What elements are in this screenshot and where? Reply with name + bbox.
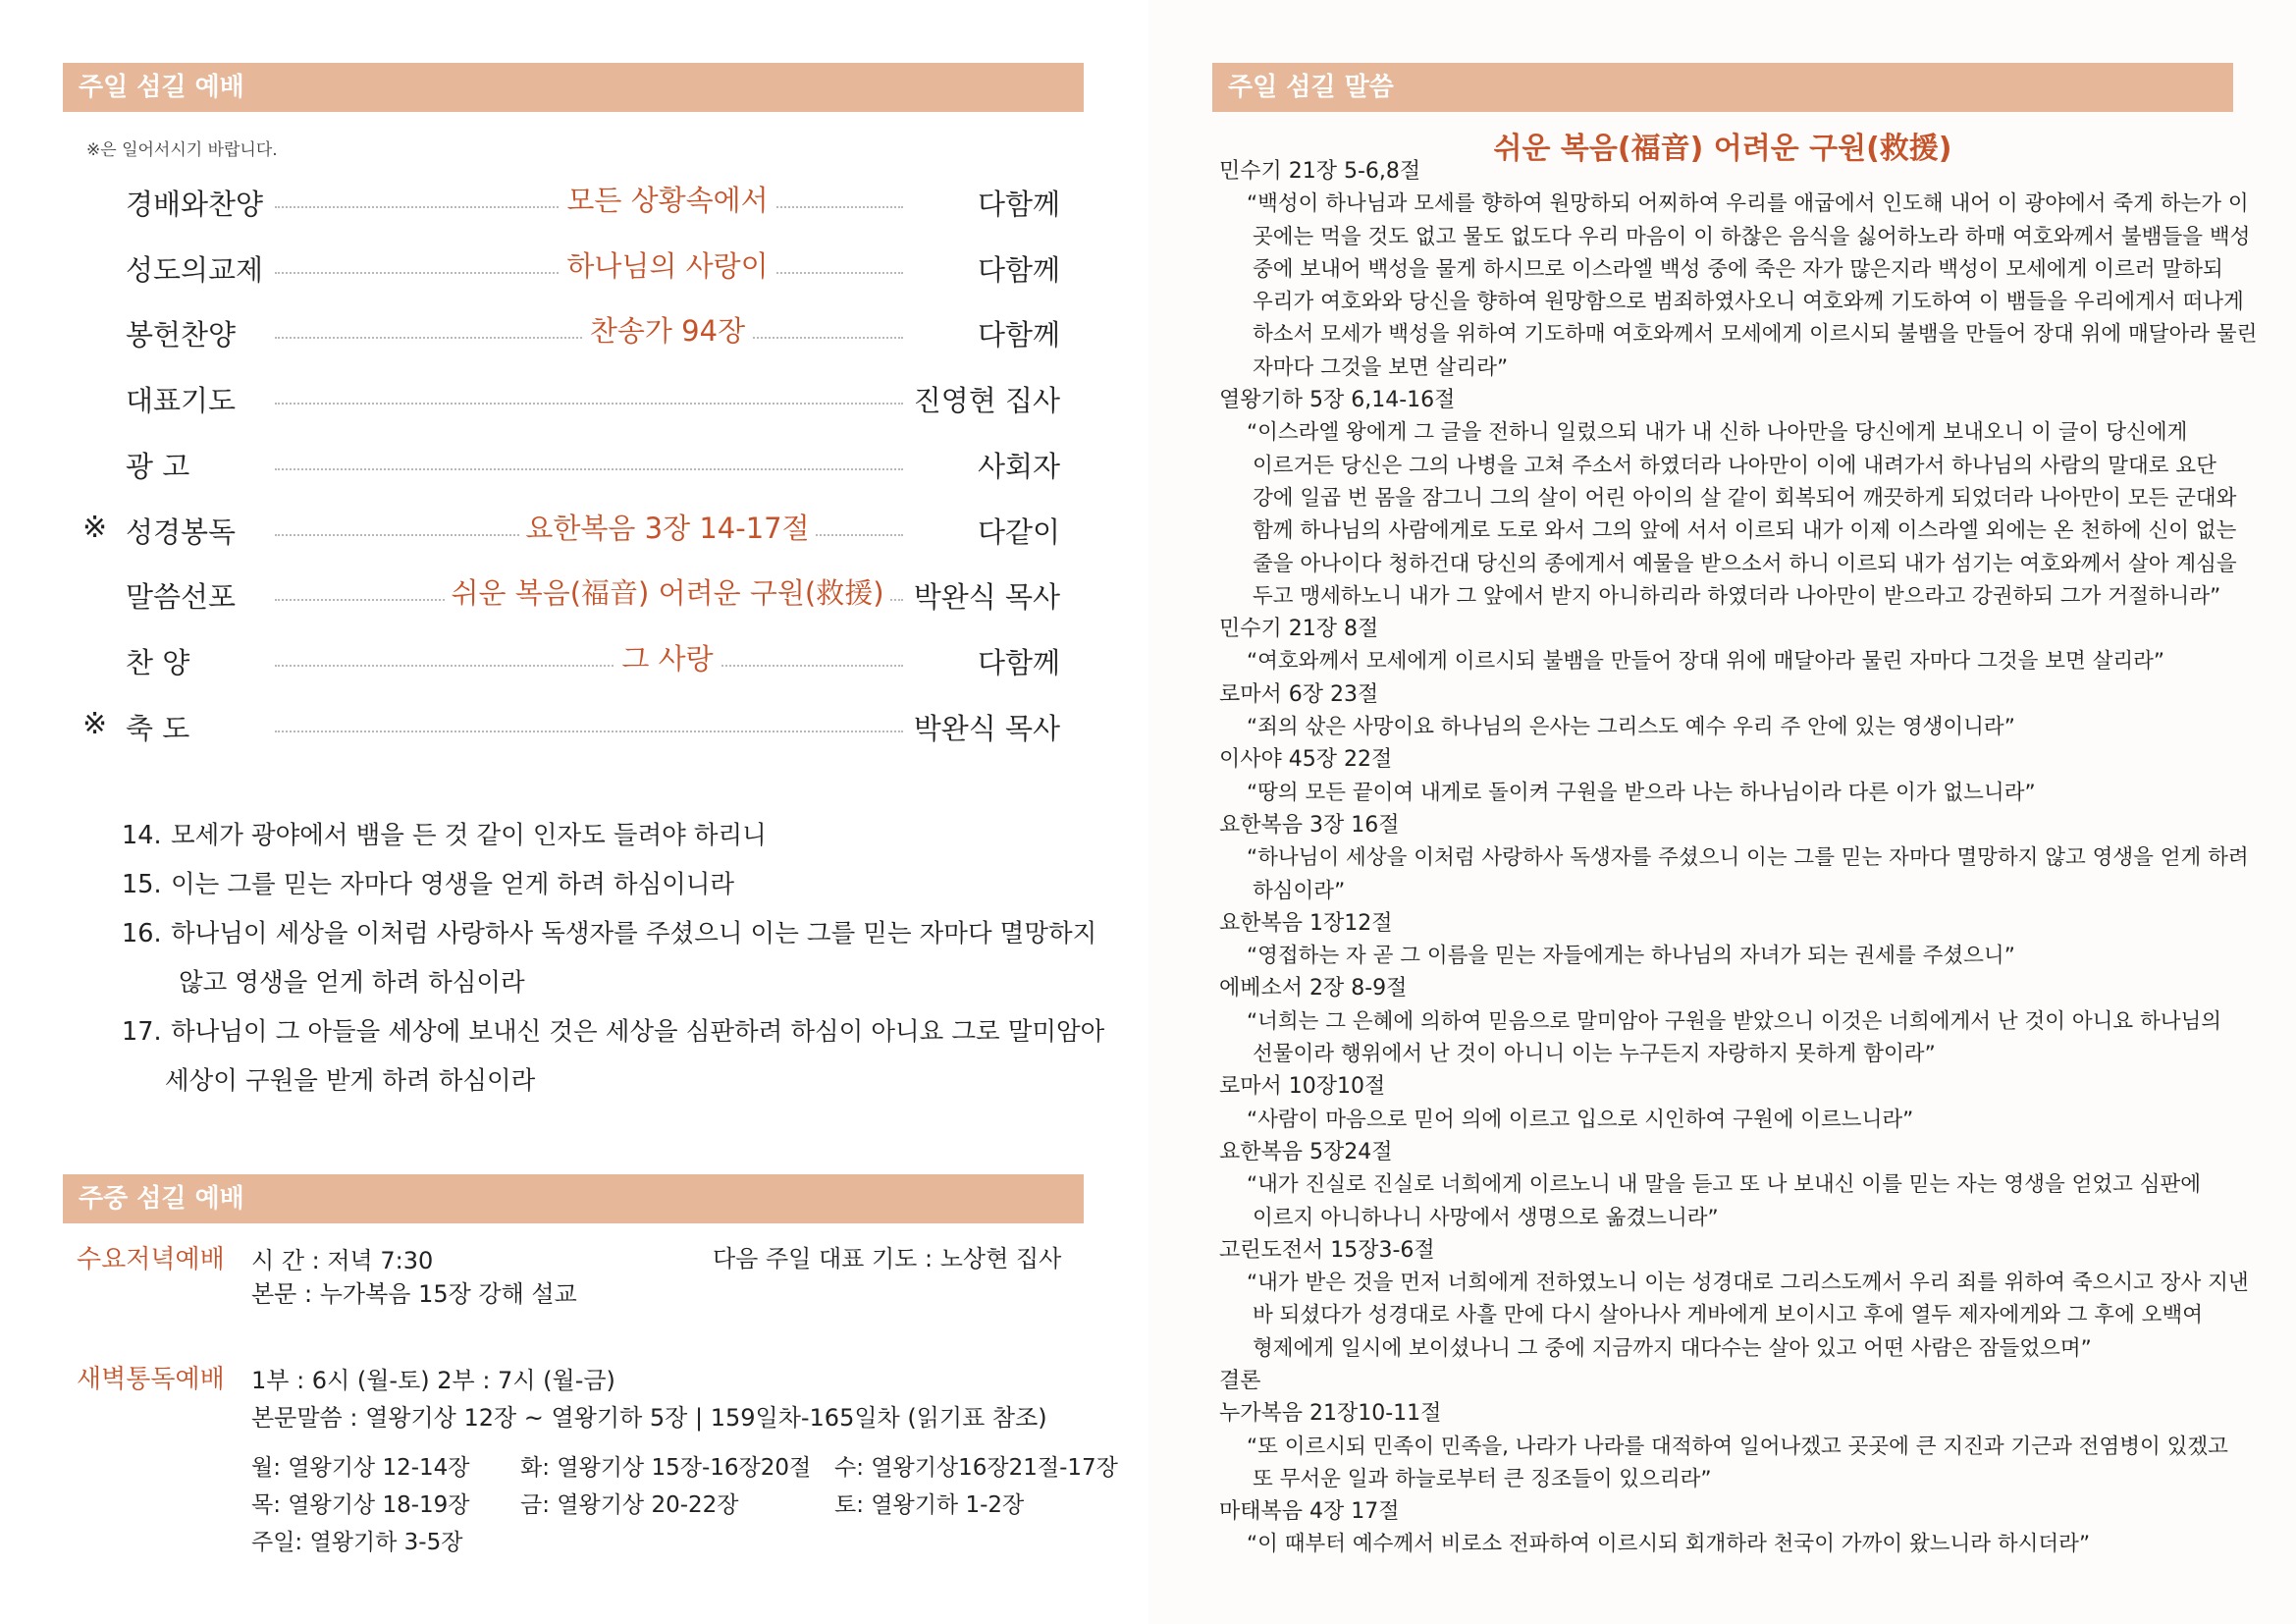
passage-reference: 열왕기하 5장 6,14-16절 bbox=[1219, 388, 1456, 413]
quote-line: “백성이 하나님과 모세를 향하여 원망하되 어찌하여 우리를 애굽에서 인도해 내어 이 광야에서 죽게 하는가 이 bbox=[1247, 191, 2249, 217]
order-label: 봉헌찬양 bbox=[126, 318, 237, 352]
reading-day: 월: 열왕기상 12-14장 bbox=[251, 1455, 470, 1481]
passage-quote bbox=[1219, 1005, 2240, 1071]
stand-note: ※은 일어서시기 바랍니다. bbox=[86, 140, 278, 160]
passage-reference: 민수기 21장 5-6,8절 bbox=[1219, 159, 1421, 184]
quote-line: 곳에는 먹을 것도 없고 물도 없도다 우리 마음이 이 하찮은 음식을 싫어하노라 하매 여호와께서 불뱀들을 백성 bbox=[1253, 224, 2251, 249]
order-title bbox=[270, 309, 1065, 350]
quote-line: 선물이라 행위에서 난 것이 아니니 이는 누구든지 자랑하지 못하게 함이라” bbox=[1253, 1042, 1936, 1067]
order-row bbox=[79, 307, 1060, 356]
passage-quote bbox=[1219, 711, 2240, 743]
passage-reference: 민수기 21장 8절 bbox=[1219, 617, 1379, 642]
order-title-text: 쉬운 복음(福音) 어려운 구원(救援) bbox=[445, 576, 889, 610]
quote-line: 바 되셨다가 성경대로 사흘 만에 다시 살아나사 게바에게 보이시고 후에 열두 제자에게와 그 후에 오백여 bbox=[1253, 1303, 2203, 1328]
order-label: 축 도 bbox=[126, 711, 190, 745]
verse-number: 16. bbox=[122, 919, 162, 948]
reading-day: 금: 열왕기상 20-22장 bbox=[520, 1492, 739, 1518]
quote-line: 하소서 모세가 백성을 위하여 기도하매 여호와께서 모세에게 이르시되 불뱀을 만들어 장대 위에 매달아라 물린 bbox=[1253, 322, 2258, 348]
order-row bbox=[79, 635, 1060, 684]
order-label: 찬 양 bbox=[126, 645, 190, 679]
weekday-section-header: 주중 섬길 예배 bbox=[63, 1174, 1084, 1223]
order-leader: 다함께 bbox=[977, 188, 1060, 221]
quote-line: “이스라엘 왕에게 그 글을 전하니 일렀으되 내가 내 신하 나아만을 당신에게 보내오니 이 글이 당신에게 bbox=[1247, 420, 2188, 446]
order-row bbox=[79, 243, 1060, 292]
quote-line: “또 이르시되 민족이 민족을, 나라가 나라를 대적하여 일어나겠고 곳곳에 큰 지진과 기근과 전염병이 있겠고 bbox=[1247, 1434, 2228, 1459]
sermon-section-header: 주일 섬길 말씀 bbox=[1212, 63, 2233, 112]
verse-text: 이는 그를 믿는 자마다 영생을 얻게 하려 하심이니라 bbox=[171, 870, 735, 899]
order-label: 성경봉독 bbox=[126, 514, 237, 549]
verse-text: 하나님이 세상을 이처럼 사랑하사 독생자를 주셨으니 이는 그를 믿는 자마다 멸망하지 bbox=[171, 919, 1097, 948]
reading-day: 수: 열왕기상16장21절-17장 bbox=[834, 1455, 1118, 1481]
order-title bbox=[270, 244, 1065, 285]
order-title-text: 하나님의 사랑이 bbox=[561, 249, 774, 283]
reading-day: 화: 열왕기상 15장-16장20절 bbox=[520, 1455, 812, 1481]
order-leader: 다함께 bbox=[977, 252, 1060, 287]
passage-quote bbox=[1219, 188, 2258, 384]
order-leader: 다같이 bbox=[977, 514, 1060, 549]
verse-text: 하나님이 그 아들을 세상에 보내신 것은 세상을 심판하려 하심이 아니요 그로 말미암아 bbox=[171, 1017, 1105, 1047]
quote-line: 하심이라” bbox=[1253, 878, 1346, 903]
order-title bbox=[270, 637, 1065, 677]
order-row bbox=[79, 505, 1060, 554]
next-prayer: 다음 주일 대표 기도 : 노상현 집사 bbox=[713, 1245, 1062, 1272]
sermon-passages bbox=[1219, 155, 2258, 1561]
verse-number: 15. bbox=[122, 870, 162, 899]
quote-line: “내가 받은 것을 먼저 너희에게 전하였노니 이는 성경대로 그리스도께서 우리 죄를 위하여 죽으시고 장사 지낸 bbox=[1247, 1271, 2249, 1296]
quote-line: “너희는 그 은혜에 의하여 믿음으로 말미암아 구원을 받았으니 이것은 너희에게서 난 것이 아니요 하나님의 bbox=[1247, 1008, 2222, 1034]
passage-reference: 요한복음 1장12절 bbox=[1219, 910, 1393, 936]
quote-line: “하나님이 세상을 이처럼 사랑하사 독생자를 주셨으니 이는 그를 믿는 자마다 멸망하지 않고 영생을 얻게 하려 bbox=[1247, 845, 2249, 871]
verse-number: 14. bbox=[122, 821, 162, 850]
verse-text: 않고 영생을 얻게 하려 하심이라 bbox=[179, 968, 525, 998]
passage-quote bbox=[1219, 416, 2240, 613]
quote-line: 중에 보내어 백성을 물게 하시므로 이스라엘 백성 중에 죽은 자가 많은지라 백성이 모세에게 이르러 말하되 bbox=[1253, 256, 2223, 282]
wednesday-time: 시 간 : 저녁 7:30 bbox=[251, 1247, 434, 1274]
order-label: 광 고 bbox=[126, 449, 190, 483]
quote-line: 줄을 아나이다 청하건대 당신의 종에게서 예물을 받으소서 하니 이르되 내가 섬기는 여호와께서 살아 계심을 bbox=[1253, 551, 2237, 576]
order-label: 말씀선포 bbox=[126, 580, 237, 615]
passage-quote bbox=[1219, 645, 2240, 677]
verse-line bbox=[122, 958, 1104, 1007]
wednesday-service-label: 수요저녁예배 bbox=[77, 1245, 225, 1274]
quote-line: “여호와께서 모세에게 이르시되 불뱀을 만들어 장대 위에 매달아라 물린 자마다 그것을 보면 살리라” bbox=[1247, 649, 2165, 675]
quote-line: 두고 맹세하노니 내가 그 앞에서 받지 아니하리라 하였더라 나아만이 받으라고 강권하되 그가 거절하니라” bbox=[1253, 583, 2221, 609]
order-label: 성도의교제 bbox=[126, 252, 264, 287]
verse-line bbox=[122, 1056, 1104, 1106]
dawn-service-label: 새벽통독예배 bbox=[77, 1365, 225, 1394]
passage-reference: 누가복음 21장10-11절 bbox=[1219, 1401, 1442, 1427]
order-row bbox=[79, 569, 1060, 619]
quote-line: 자마다 그것을 보면 살리라” bbox=[1253, 354, 1509, 380]
order-row bbox=[79, 373, 1060, 422]
passage-reference: 로마서 10장10절 bbox=[1219, 1074, 1386, 1100]
passage-reference: 결론 bbox=[1219, 1368, 1261, 1393]
sermon-title: 쉬운 복음(福音) 어려운 구원(救援) bbox=[1493, 132, 1952, 166]
leader-dots bbox=[275, 731, 903, 732]
dawn-text: 본문말씀 : 열왕기상 12장 ~ 열왕기하 5장 | 159일차-165일차 (읽기표 참조) bbox=[251, 1404, 1047, 1432]
verse-line bbox=[122, 909, 1104, 958]
reading-day: 토: 열왕기하 1-2장 bbox=[834, 1492, 1025, 1518]
order-row bbox=[79, 177, 1060, 226]
quote-line: 형제에게 일시에 보이셨나니 그 중에 지금까지 대다수는 살아 있고 어떤 사람은 잠들었으며” bbox=[1253, 1335, 2092, 1361]
verse-line bbox=[122, 811, 1104, 860]
order-title-text: 찬송가 94장 bbox=[584, 314, 751, 348]
passage-reference: 요한복음 5장24절 bbox=[1219, 1139, 1393, 1164]
quote-line: “영접하는 자 곧 그 이름을 믿는 자들에게는 하나님의 자녀가 되는 권세를 주셨으니” bbox=[1247, 944, 2015, 969]
passage-reference: 로마서 6장 23절 bbox=[1219, 681, 1379, 707]
dawn-schedule: 1부 : 6시 (월-토) 2부 : 7시 (월-금) bbox=[251, 1367, 615, 1394]
order-label: 대표기도 bbox=[126, 384, 237, 418]
quote-line: 또 무서운 일과 하늘로부터 큰 징조들이 있으리라” bbox=[1253, 1466, 1712, 1491]
order-title-text: 요한복음 3장 14-17절 bbox=[519, 512, 815, 545]
quote-line: “사람이 마음으로 믿어 의에 이르고 입으로 시인하여 구원에 이르느니라” bbox=[1247, 1107, 1914, 1132]
quote-line: “죄의 삯은 사망이요 하나님의 은사는 그리스도 예수 우리 주 안에 있는 영생이니라” bbox=[1247, 715, 2015, 740]
verse-line bbox=[122, 860, 1104, 909]
order-leader: 진영현 집사 bbox=[913, 384, 1060, 418]
quote-line: 이르거든 당신은 그의 나병을 고쳐 주소서 하였더라 나아만이 이에 내려가서 하나님의 사람의 말대로 요단 bbox=[1253, 453, 2216, 478]
order-row bbox=[79, 701, 1060, 750]
order-title bbox=[270, 507, 1065, 547]
order-leader: 박완식 목사 bbox=[913, 580, 1060, 615]
order-title-text: 그 사랑 bbox=[615, 642, 719, 676]
quote-line: “이 때부터 예수께서 비로소 전파하여 이르시되 회개하라 천국이 가까이 왔느니라 하시더라” bbox=[1247, 1532, 2091, 1557]
passage-quote bbox=[1219, 1168, 2240, 1234]
quote-line: 강에 일곱 번 몸을 잠그니 그의 살이 어린 아이의 살 같이 회복되어 깨끗하게 되었더라 나아만이 모든 군대와 bbox=[1253, 485, 2237, 511]
passage-reference: 에베소서 2장 8-9절 bbox=[1219, 976, 1408, 1001]
order-title-text: 모든 상황속에서 bbox=[561, 184, 774, 217]
verse-number: 17. bbox=[122, 1017, 162, 1047]
order-leader: 박완식 목사 bbox=[913, 711, 1060, 745]
passage-quote bbox=[1219, 777, 2240, 809]
quote-line: 이르지 아니하나니 사망에서 생명으로 옮겼느니라” bbox=[1253, 1205, 1719, 1230]
passage-quote bbox=[1219, 1104, 2240, 1136]
quote-line: “내가 진실로 진실로 너희에게 이르노니 내 말을 듣고 또 나 보내신 이를 믿는 자는 영생을 얻었고 심판에 bbox=[1247, 1172, 2202, 1198]
order-title bbox=[270, 179, 1065, 219]
verse-text: 모세가 광야에서 뱀을 든 것 같이 인자도 들려야 하리니 bbox=[171, 821, 767, 850]
quote-line: 우리가 여호와와 당신을 향하여 원망함으로 범죄하였사오니 여호와께 기도하여 이 뱀들을 우리에게서 떠나게 bbox=[1253, 290, 2244, 315]
order-leader: 사회자 bbox=[977, 449, 1060, 483]
passage-reference: 고린도전서 15장3-6절 bbox=[1219, 1237, 1435, 1263]
stand-mark: ※ bbox=[82, 706, 108, 741]
passage-quote bbox=[1219, 1528, 2240, 1560]
quote-line: “땅의 모든 끝이여 내게로 돌이켜 구원을 받으라 나는 하나님이라 다른 이가 없느니라” bbox=[1247, 780, 2036, 805]
order-row bbox=[79, 439, 1060, 488]
order-leader: 다함께 bbox=[977, 318, 1060, 352]
order-label: 경배와찬양 bbox=[126, 188, 264, 221]
passage-reference: 요한복음 3장 16절 bbox=[1219, 812, 1400, 838]
worship-section-header: 주일 섬길 예배 bbox=[63, 63, 1084, 112]
wednesday-text: 본문 : 누가복음 15장 강해 설교 bbox=[251, 1280, 577, 1308]
verse-line bbox=[122, 1007, 1104, 1056]
reading-day: 목: 열왕기상 18-19장 bbox=[251, 1492, 470, 1518]
scripture-verses bbox=[122, 811, 1104, 1106]
passage-quote bbox=[1219, 1431, 2240, 1496]
verse-text: 세상이 구원을 받게 하려 하심이라 bbox=[165, 1066, 536, 1096]
order-leader: 다함께 bbox=[977, 645, 1060, 679]
leader-dots bbox=[275, 468, 903, 470]
reading-day: 주일: 열왕기하 3-5장 bbox=[251, 1530, 463, 1555]
stand-mark: ※ bbox=[82, 510, 108, 545]
passage-reference: 마태복음 4장 17절 bbox=[1219, 1499, 1400, 1525]
passage-quote bbox=[1219, 1267, 2249, 1365]
leader-dots bbox=[275, 403, 903, 405]
passage-quote bbox=[1219, 940, 2240, 972]
passage-reference: 이사야 45장 22절 bbox=[1219, 747, 1393, 773]
passage-quote bbox=[1219, 841, 2249, 907]
quote-line: 함께 하나님의 사람에게로 도로 와서 그의 앞에 서서 이르되 내가 이제 이스라엘 외에는 온 천하에 신이 없는 bbox=[1253, 518, 2237, 544]
